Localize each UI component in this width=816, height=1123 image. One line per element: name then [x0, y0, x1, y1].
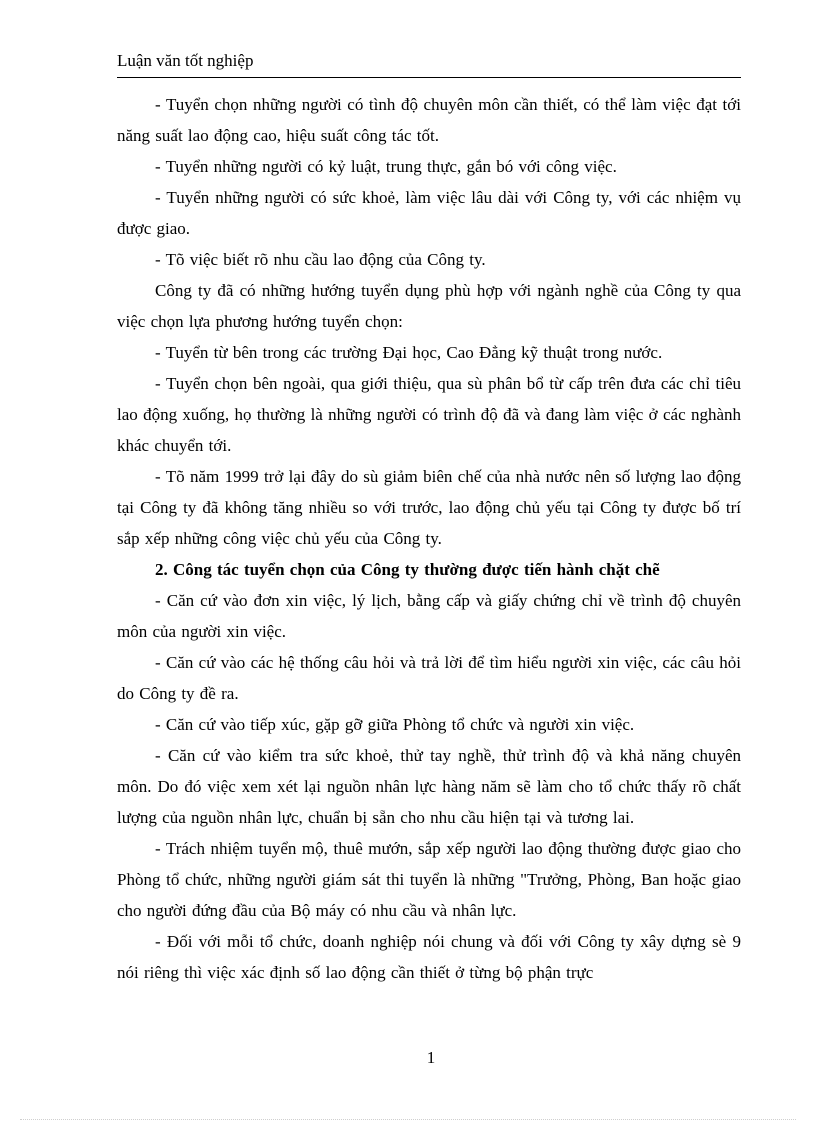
paragraph: - Căn cứ vào kiểm tra sức khoẻ, thử tay nghề, thử trình độ và khả năng chuyên môn. Do đó việc xem xét lại nguồn nhân lực hàng năm sẽ làm cho tổ chức thấy rõ chất lượng của nguồn nhân lực, chuẩn bị sẵn cho nhu cầu hiện tại và tương lai.	[117, 746, 741, 827]
paragraph: - Trách nhiệm tuyển mộ, thuê mướn, sắp xếp người lao động thường được giao cho Phòng tổ chức, những người giám sát thi tuyển là những "Trưởng, Phòng, Ban hoặc giao cho người đứng đầu của Bộ máy có nhu cầu và nhân lực.	[117, 839, 741, 920]
paragraph: - Tuyển chọn những người có tình độ chuyên môn cần thiết, có thể làm việc đạt tới năng suất lao động cao, hiệu suất công tác tốt.	[117, 95, 741, 145]
paragraph: - Tuyển từ bên trong các trường Đại học, Cao Đẳng kỹ thuật trong nước.	[155, 343, 663, 362]
paragraph: - Tõ việc biết rõ nhu cầu lao động của Công ty.	[155, 250, 486, 269]
section-heading: 2. Công tác tuyển chọn của Công ty thường được tiến hành chặt chẽ	[155, 560, 660, 579]
paragraph: - Tuyển chọn bên ngoài, qua giới thiệu, qua sù phân bổ từ cấp trên đưa các chỉ tiêu lao động xuống, họ thường là những người có trình độ đã và đang làm việc ở các nghành khác chuyển tới.	[117, 374, 741, 455]
paragraph: - Tõ năm 1999 trở lại đây do sù giảm biên chế của nhà nước nên số lượng lao động tại Công ty đã không tăng nhiều so với trước, lao động chủ yếu tại Công ty được bố trí sắp xếp những công việc chủ yếu của Công ty.	[117, 467, 741, 548]
page-bottom-edge	[20, 1119, 796, 1120]
page-number: 1	[426, 1048, 436, 1067]
running-header: Luận văn tốt nghiệp	[117, 51, 254, 70]
paragraph: - Căn cứ vào đơn xin việc, lý lịch, bằng cấp và giấy chứng chỉ về trình độ chuyên môn của người xin việc.	[117, 591, 741, 641]
document-body	[117, 89, 741, 988]
paragraph: - Căn cứ vào các hệ thống câu hỏi và trả lời để tìm hiểu người xin việc, các câu hỏi do Công ty đề ra.	[117, 653, 741, 703]
paragraph: - Đối với mỗi tổ chức, doanh nghiệp nói chung và đối với Công ty xây dựng sè 9 nói riêng thì việc xác định số lao động cần thiết ở từng bộ phận trực	[117, 932, 741, 982]
header-divider	[117, 77, 741, 78]
paragraph: - Tuyển những người có sức khoẻ, làm việc lâu dài với Công ty, với các nhiệm vụ được giao.	[117, 188, 741, 238]
paragraph: Công ty đã có những hướng tuyển dụng phù hợp với ngành nghề của Công ty qua việc chọn lựa phương hướng tuyển chọn:	[117, 281, 741, 331]
paragraph: - Tuyển những người có kỷ luật, trung thực, gắn bó với công việc.	[155, 157, 617, 176]
paragraph: - Căn cứ vào tiếp xúc, gặp gỡ giữa Phòng tổ chức và người xin việc.	[155, 715, 635, 734]
